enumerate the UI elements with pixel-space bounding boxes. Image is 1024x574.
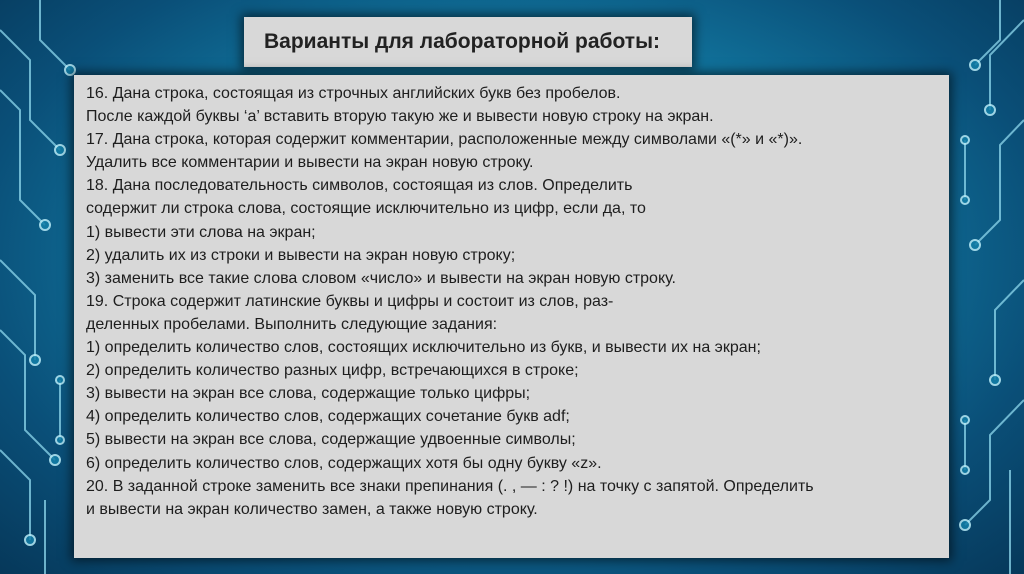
text-line: 16. Дана строка, состоящая из строчных английских букв без пробелов. [86,85,621,102]
text-line: 4) определить количество слов, содержащих сочетание букв adf; [86,408,570,426]
text-line: 1) определить количество слов, состоящих исключительно из букв, и вывести их на экран; [86,339,761,357]
slide-title: Варианты для лабораторной работы: [264,30,660,53]
text-line: содержит ли строка слова, состоящие исключительно из цифр, если да, то [86,200,646,218]
text-line: 3) заменить все такие слова словом «число» и вывести на экран новую строку. [86,269,676,287]
text-line: Удалить все комментарии и вывести на экран новую строку. [86,154,534,172]
text-line: деленных пробелами. Выполнить следующие задания: [86,315,498,333]
slide-title-box [244,17,692,67]
text-line: 18. Дана последовательность символов, состоящая из слов. Определить [86,177,633,195]
text-line: 5) вывести на экран все слова, содержащие удвоенные символы; [86,431,576,449]
text-line: и вывести на экран количество замен, а также новую строку. [86,500,538,518]
text-line: 2) определить количество разных цифр, встречающихся в строке; [86,362,579,380]
slide-content-box [74,75,949,558]
text-line: 17. Дана строка, которая содержит комментарии, расположенные между символами «(*» и «*)». [86,131,803,149]
text-line: 6) определить количество слов, содержащих хотя бы одну букву «z». [86,454,602,472]
text-line: 3) вывести на экран все слова, содержащие только цифры; [86,385,531,403]
text-line: 1) вывести эти слова на экран; [86,223,316,241]
text-line: После каждой буквы ‘a’ вставить вторую такую же и вывести новую строку на экран. [86,108,714,126]
text-line: 2) удалить их из строки и вывести на экран новую строку; [86,246,516,264]
text-line: 20. В заданной строке заменить все знаки препинания (. , — : ? !) на точку с запятой. Определить [86,477,814,495]
text-line: 19. Строка содержит латинские буквы и цифры и состоит из слов, раз- [86,292,614,310]
